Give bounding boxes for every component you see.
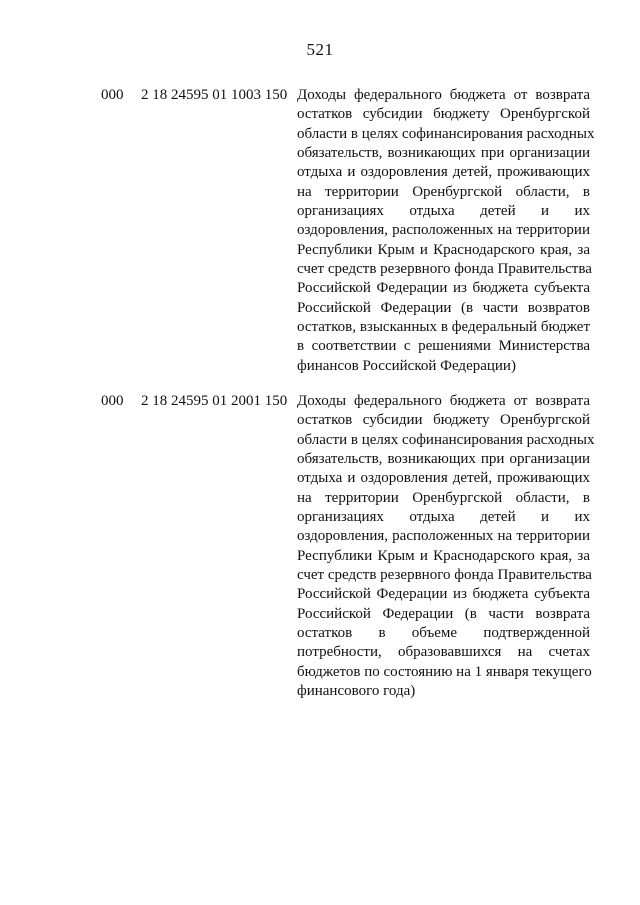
description-line: Российской Федерации (в части возвратов bbox=[297, 299, 590, 316]
kbk-code: 2 18 24595 01 1003 150 bbox=[141, 87, 288, 103]
description-line: Республики Крым и Краснодарского края, за bbox=[297, 241, 590, 258]
description-line: оздоровления, расположенных на территории bbox=[297, 528, 590, 545]
description-line: остатков субсидии бюджету Оренбургской bbox=[297, 106, 590, 123]
entry-description bbox=[297, 86, 595, 376]
admin-code: 000 bbox=[101, 393, 124, 409]
description-line: обязательств, возникающих при организации bbox=[297, 145, 590, 162]
description-line: организациях отдыха детей и их bbox=[297, 509, 590, 526]
description-line: счет средств резервного фонда Правительства bbox=[297, 567, 592, 584]
description-line: Доходы федерального бюджета от возврата bbox=[297, 393, 590, 409]
description-line: области в целях софинансирования расходных bbox=[297, 125, 595, 142]
description-line: обязательств, возникающих при организации bbox=[297, 451, 590, 468]
description-line: Доходы федерального бюджета от возврата bbox=[297, 87, 590, 103]
description-line: финансов Российской Федерации) bbox=[297, 357, 516, 374]
description-line: остатков субсидии бюджету Оренбургской bbox=[297, 412, 590, 429]
kbk-code: 2 18 24595 01 2001 150 bbox=[141, 393, 288, 409]
description-line: Российской Федерации (в части возврата bbox=[297, 605, 590, 622]
description-line: оздоровления, расположенных на территории bbox=[297, 222, 590, 239]
description-line: на территории Оренбургской области, в bbox=[297, 489, 590, 506]
description-line: в соответствии с решениями Министерства bbox=[297, 338, 590, 355]
description-line: Республики Крым и Краснодарского края, за bbox=[297, 547, 590, 564]
description-line: потребности, образовавшихся на счетах bbox=[297, 644, 590, 661]
page-number: 521 bbox=[306, 40, 334, 59]
entry-description bbox=[297, 392, 595, 702]
description-line: остатков, взысканных в федеральный бюджет bbox=[297, 319, 590, 336]
description-line: организациях отдыха детей и их bbox=[297, 203, 590, 220]
description-line: финансового года) bbox=[297, 683, 416, 700]
description-line: Российской Федерации из бюджета субъекта bbox=[297, 280, 590, 297]
description-line: Российской Федерации из бюджета субъекта bbox=[297, 586, 590, 603]
admin-code: 000 bbox=[101, 87, 124, 103]
description-line: остатков в объеме подтвержденной bbox=[297, 625, 590, 642]
description-line: отдыха и оздоровления детей, проживающих bbox=[297, 164, 590, 181]
description-line: области в целях софинансирования расходных bbox=[297, 431, 595, 448]
description-line: счет средств резервного фонда Правительства bbox=[297, 261, 592, 278]
description-line: на территории Оренбургской области, в bbox=[297, 183, 590, 200]
description-line: бюджетов по состоянию на 1 января текущего bbox=[297, 663, 592, 680]
description-line: отдыха и оздоровления детей, проживающих bbox=[297, 470, 590, 487]
